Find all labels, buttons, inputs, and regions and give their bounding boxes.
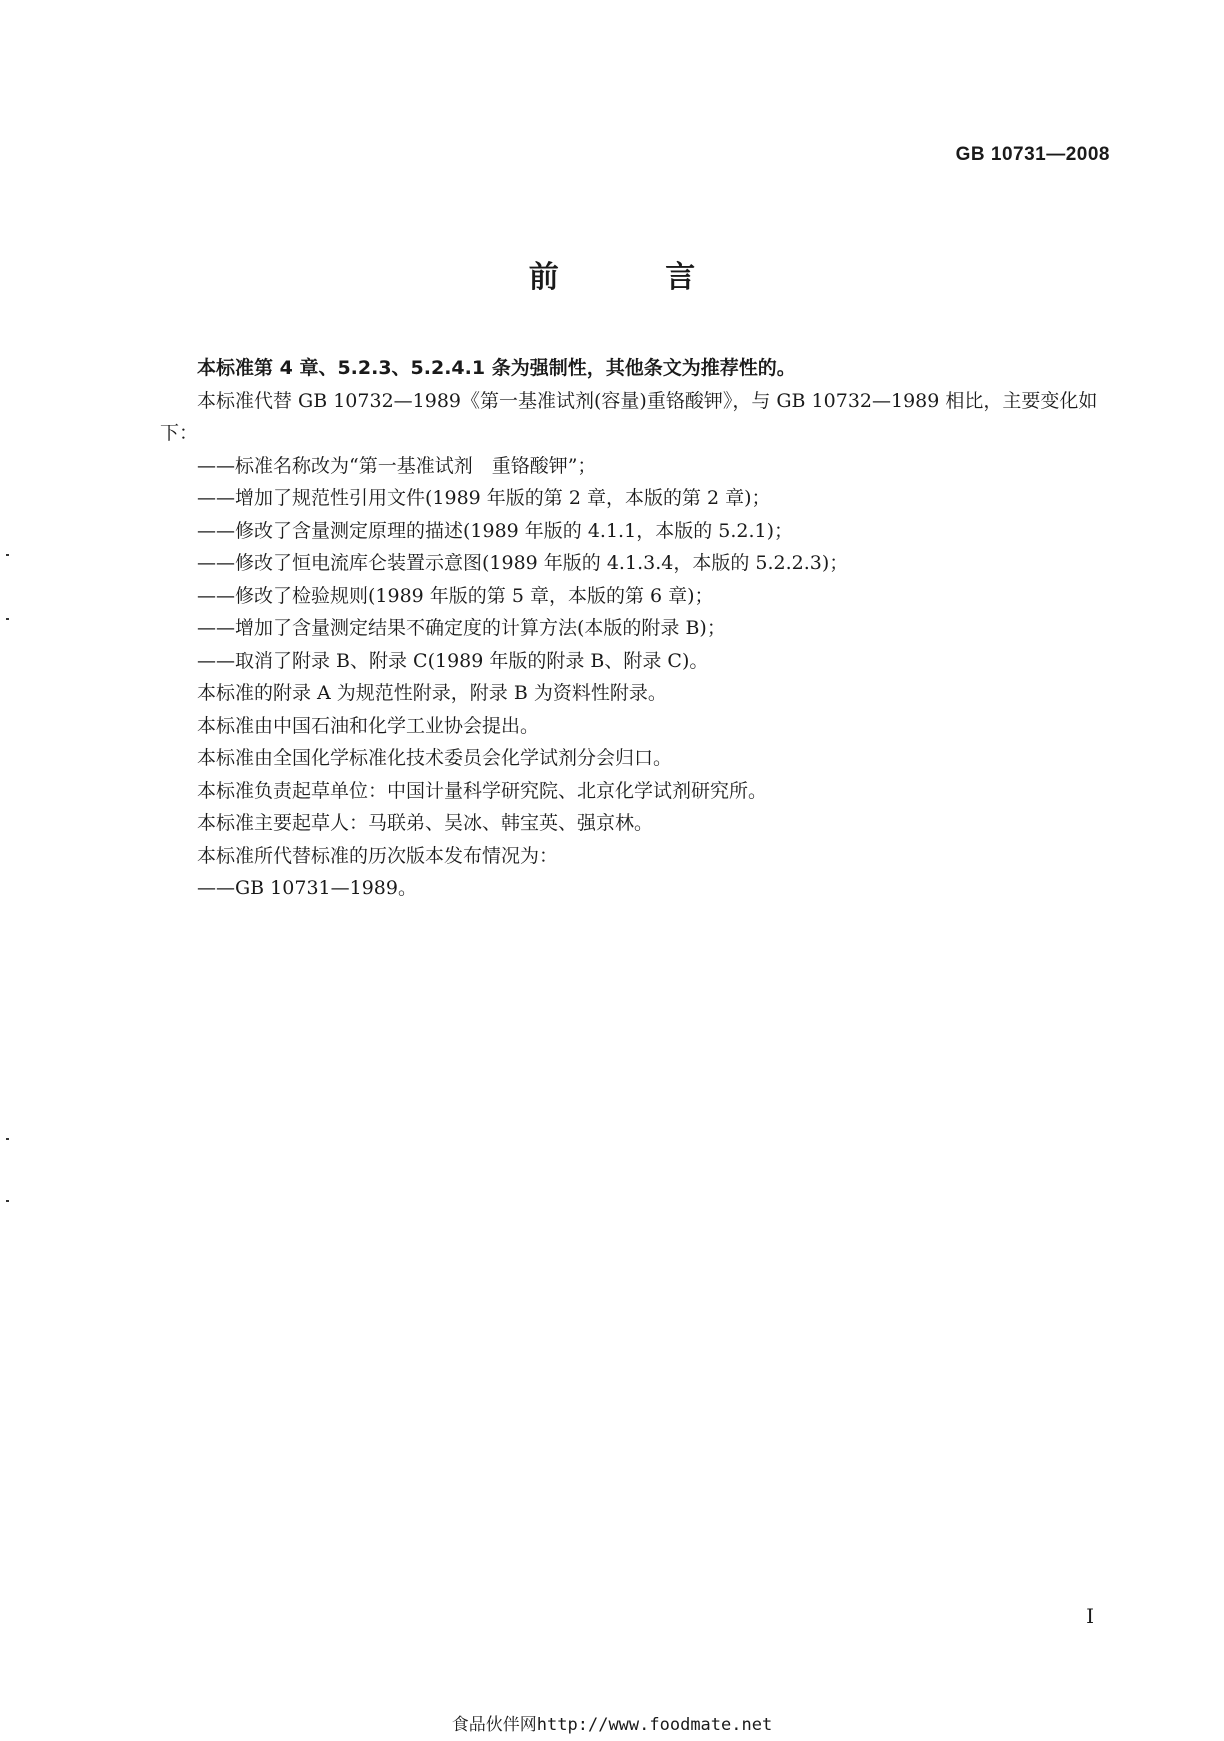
page-title: 前 言 — [528, 260, 744, 295]
standard-code: GB 10731—2008 — [955, 144, 1110, 165]
change-item: ——增加了规范性引用文件(1989 年版的第 2 章，本版的第 2 章)； — [197, 487, 771, 509]
replacement-paragraph: 本标准代替 GB 10732—1989《第一基准试剂(容量)重铬酸钾》，与 GB 10732—1989 相比，主要变化如下： — [160, 389, 1098, 444]
margin-mark — [6, 1200, 9, 1202]
change-item: ——增加了含量测定结果不确定度的计算方法(本版的附录 B)； — [197, 617, 726, 639]
change-item: ——修改了恒电流库仑装置示意图(1989 年版的 4.1.3.4，本版的 5.2.2.3)； — [197, 552, 849, 574]
footer-watermark: 食品伙伴网http://www.foodmate.net — [451, 1715, 773, 1735]
page-number: I — [1086, 1604, 1094, 1628]
info-paragraph: 本标准所代替标准的历次版本发布情况为： — [197, 844, 559, 867]
preface-content — [160, 352, 1110, 905]
change-item: ——取消了附录 B、附录 C(1989 年版的附录 B、附录 C)。 — [197, 649, 709, 672]
info-paragraph: 本标准负责起草单位：中国计量科学研究院、北京化学试剂研究所。 — [197, 779, 768, 802]
info-paragraph: 本标准由全国化学标准化技术委员会化学试剂分会归口。 — [197, 747, 673, 769]
change-item: ——标准名称改为“第一基准试剂 重铬酸钾”； — [197, 454, 597, 477]
change-item: ——修改了含量测定原理的描述(1989 年版的 4.1.1，本版的 5.2.1)； — [197, 519, 793, 542]
info-paragraph: 本标准的附录 A 为规范性附录，附录 B 为资料性附录。 — [197, 682, 667, 704]
info-paragraph: 本标准由中国石油和化学工业协会提出。 — [197, 714, 540, 737]
margin-mark — [6, 554, 9, 556]
margin-mark — [6, 618, 9, 620]
change-item: ——修改了检验规则(1989 年版的第 5 章，本版的第 6 章)； — [197, 584, 714, 607]
info-paragraph: 本标准主要起草人：马联弟、吴冰、韩宝英、强京林。 — [197, 812, 654, 834]
margin-mark — [6, 1138, 9, 1140]
mandatory-clause-paragraph: 本标准第 4 章、5.2.3、5.2.4.1 条为强制性，其他条文为推荐性的。 — [197, 357, 796, 379]
history-item: ——GB 10731—1989。 — [197, 877, 417, 899]
